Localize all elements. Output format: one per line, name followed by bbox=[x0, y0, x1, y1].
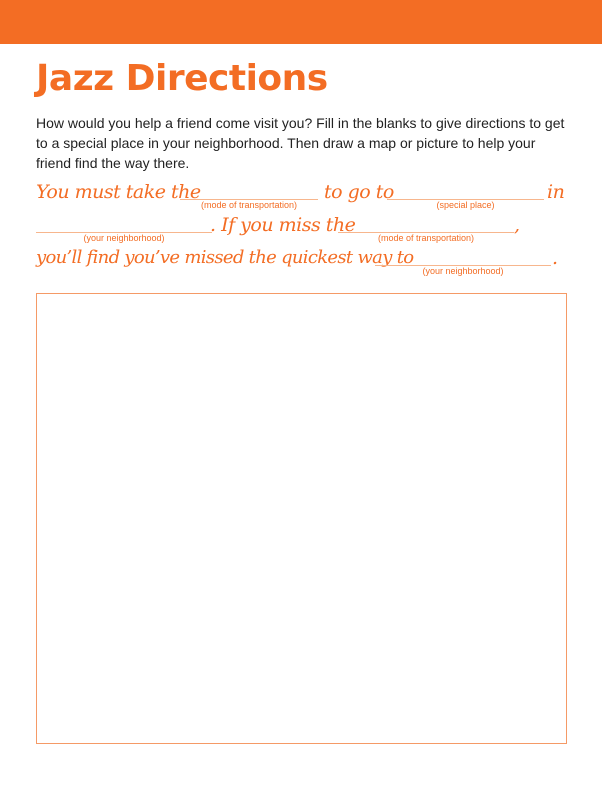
madlib-text: to go to bbox=[324, 181, 394, 203]
blank-hint: (your neighborhood) bbox=[422, 266, 504, 276]
madlib-text: , bbox=[514, 214, 520, 236]
top-color-bar bbox=[0, 0, 602, 44]
blank-hint: (special place) bbox=[436, 200, 495, 210]
blank-hint: (mode of transportation) bbox=[377, 233, 475, 243]
intro-paragraph: How would you help a friend come visit you? Fill in the blanks to give directions to get to a special place in your neighborhood. Then draw a map or picture to help your friend find the way there. bbox=[36, 115, 565, 171]
page-title: Jazz Directions bbox=[36, 58, 328, 99]
blank-hint: (your neighborhood) bbox=[83, 233, 165, 243]
madlib-text: . If you miss the bbox=[210, 214, 356, 236]
madlib-text: You must take the bbox=[36, 181, 201, 203]
map-drawing-area[interactable] bbox=[36, 293, 567, 744]
blank-hint: (mode of transportation) bbox=[200, 200, 298, 210]
madlib-text: . bbox=[552, 247, 558, 269]
madlib-text: in bbox=[547, 181, 565, 203]
madlib-text: you’ll find you’ve missed the quickest way to bbox=[36, 247, 414, 268]
